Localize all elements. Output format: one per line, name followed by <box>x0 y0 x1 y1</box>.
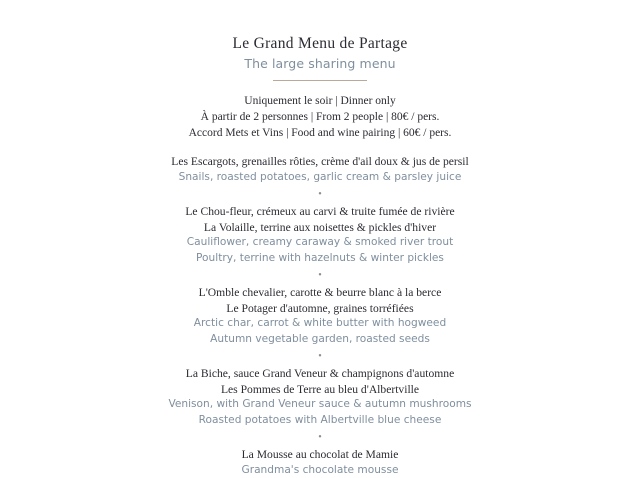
course-line-fr: La Mousse au chocolat de Mamie <box>0 447 640 463</box>
course-line-en: Autumn vegetable garden, roasted seeds <box>0 332 640 348</box>
course-line-en: Venison, with Grand Veneur sauce & autumn mushrooms <box>0 397 640 413</box>
info-line-dinner-only: Uniquement le soir | Dinner only <box>0 93 640 109</box>
course-line-fr: L'Omble chevalier, carotte & beurre blanc à la berce <box>0 285 640 301</box>
page-subtitle: The large sharing menu <box>0 54 640 73</box>
course-line-fr: La Volaille, terrine aux noisettes & pickles d'hiver <box>0 220 640 236</box>
course-section <box>0 154 640 185</box>
page-title: Le Grand Menu de Partage <box>0 34 640 54</box>
course-line-en: Grandma's chocolate mousse <box>0 463 640 478</box>
info-line-wine-pairing-price: Accord Mets et Vins | Food and wine pairing | 60€ / pers. <box>0 125 640 141</box>
course-separator: • <box>0 430 640 445</box>
course-line-en: Cauliflower, creamy caraway & smoked river trout <box>0 235 640 251</box>
course-section <box>0 447 640 478</box>
course-line-fr: La Biche, sauce Grand Veneur & champignons d'automne <box>0 366 640 382</box>
course-line-en: Arctic char, carrot & white butter with hogweed <box>0 316 640 332</box>
course-line-en: Snails, roasted potatoes, garlic cream & parsley juice <box>0 170 640 186</box>
course-line-en: Roasted potatoes with Albertville blue cheese <box>0 413 640 429</box>
info-line-min-people-price: À partir de 2 personnes | From 2 people | 80€ / pers. <box>0 109 640 125</box>
course-line-fr: Le Chou-fleur, crémeux au carvi & truite fumée de rivière <box>0 204 640 220</box>
menu-header <box>0 34 640 81</box>
course-separator: • <box>0 268 640 283</box>
divider <box>273 80 367 81</box>
course-separator: • <box>0 349 640 364</box>
menu-courses <box>0 154 640 478</box>
course-line-en: Poultry, terrine with hazelnuts & winter pickles <box>0 251 640 267</box>
course-section <box>0 366 640 428</box>
course-section <box>0 204 640 266</box>
course-line-fr: Le Potager d'automne, graines torréfiées <box>0 301 640 317</box>
course-line-fr: Les Escargots, grenailles rôties, crème d'ail doux & jus de persil <box>0 154 640 170</box>
course-section <box>0 285 640 347</box>
menu-info <box>0 93 640 141</box>
course-line-fr: Les Pommes de Terre au bleu d'Albertville <box>0 382 640 398</box>
course-separator: • <box>0 187 640 202</box>
